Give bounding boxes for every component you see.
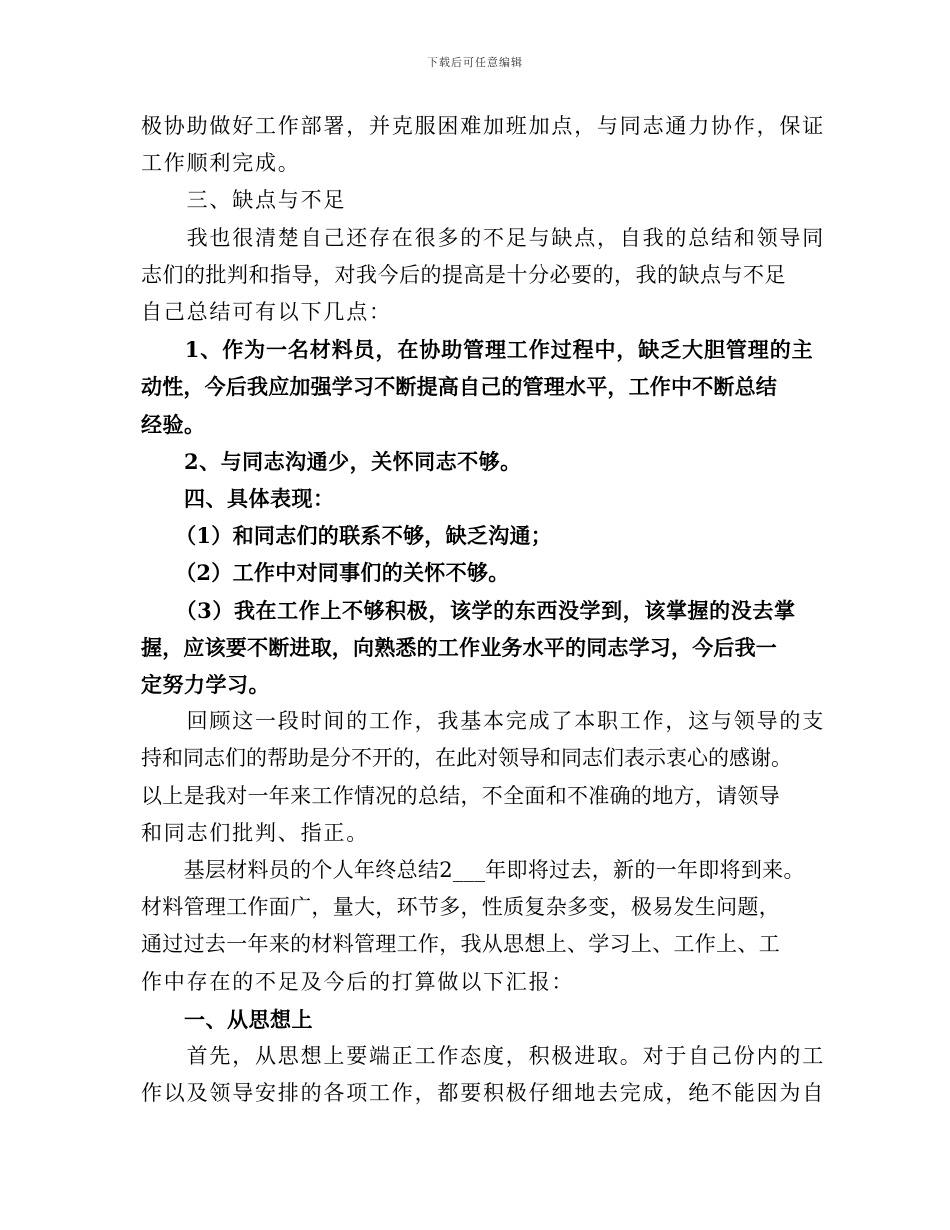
text-line: 作中存在的不足及今后的打算做以下汇报： — [141, 969, 575, 994]
text-line: 经验。 — [141, 411, 206, 437]
text-line: 握，应该要不断进取，向熟悉的工作业务水平的同志学习，今后我一 — [141, 634, 777, 660]
text-line: 三、缺点与不足 — [186, 188, 347, 213]
text-line: （3）我在工作上不够积极，该学的东西没学到，该掌握的没去掌 — [175, 597, 796, 623]
text-line: 极协助做好工作部署，并克服困难加班加点，与同志通力协作，保证 — [141, 114, 825, 138]
text-line: （2）工作中对同事们的关怀不够。 — [175, 560, 510, 586]
text-line: （1）和同志们的联系不够，缺乏沟通； — [175, 523, 553, 549]
text-line: 基层材料员的个人年终总结2___年即将过去，新的一年即将到来。 — [183, 858, 805, 882]
text-line: 志们的批判和指导，对我今后的提高是十分必要的，我的缺点与不足 — [141, 262, 786, 287]
text-line: 以上是我对一年来工作情况的总结，不全面和不准确的地方，请领导 — [141, 783, 780, 808]
text-line: 四、具体表现： — [184, 486, 335, 511]
text-line: 材料管理工作面广，量大，环节多，性质复杂多变，极易发生问题， — [141, 895, 780, 920]
text-line: 和同志们批判、指正。 — [141, 820, 369, 845]
text-line: 首先，从思想上要端正工作态度，积极进取。对于自己份内的工 — [186, 1044, 825, 1068]
page-header: 下载后可任意编辑 — [427, 56, 523, 69]
text-line: 一、从思想上 — [184, 1006, 313, 1032]
text-line: 2、与同志沟通少，关怀同志不够。 — [184, 448, 522, 474]
text-line: 动性，今后我应加强学习不断提高自己的管理水平，工作中不断总结 — [141, 374, 777, 400]
text-line: 通过过去一年来的材料管理工作，我从思想上、学习上、工作上、工 — [141, 932, 780, 957]
text-line: 回顾这一段时间的工作，我基本完成了本职工作，这与领导的支 — [186, 709, 825, 734]
text-line: 工作顺利完成。 — [141, 151, 301, 176]
text-line: 1、作为一名材料员，在协助管理工作过程中，缺乏大胆管理的主 — [184, 337, 814, 363]
text-line: 自己总结可有以下几点： — [141, 300, 392, 324]
text-line: 持和同志们的帮助是分不开的，在此对领导和同志们表示衷心的感谢。 — [141, 746, 792, 771]
text-line: 定努力学习。 — [141, 672, 270, 697]
text-line: 作以及领导安排的各项工作，都要积极仔细地去完成，绝不能因为自 — [141, 1081, 825, 1106]
text-line: 我也很清楚自己还存在很多的不足与缺点，自我的总结和领导同 — [186, 225, 825, 250]
